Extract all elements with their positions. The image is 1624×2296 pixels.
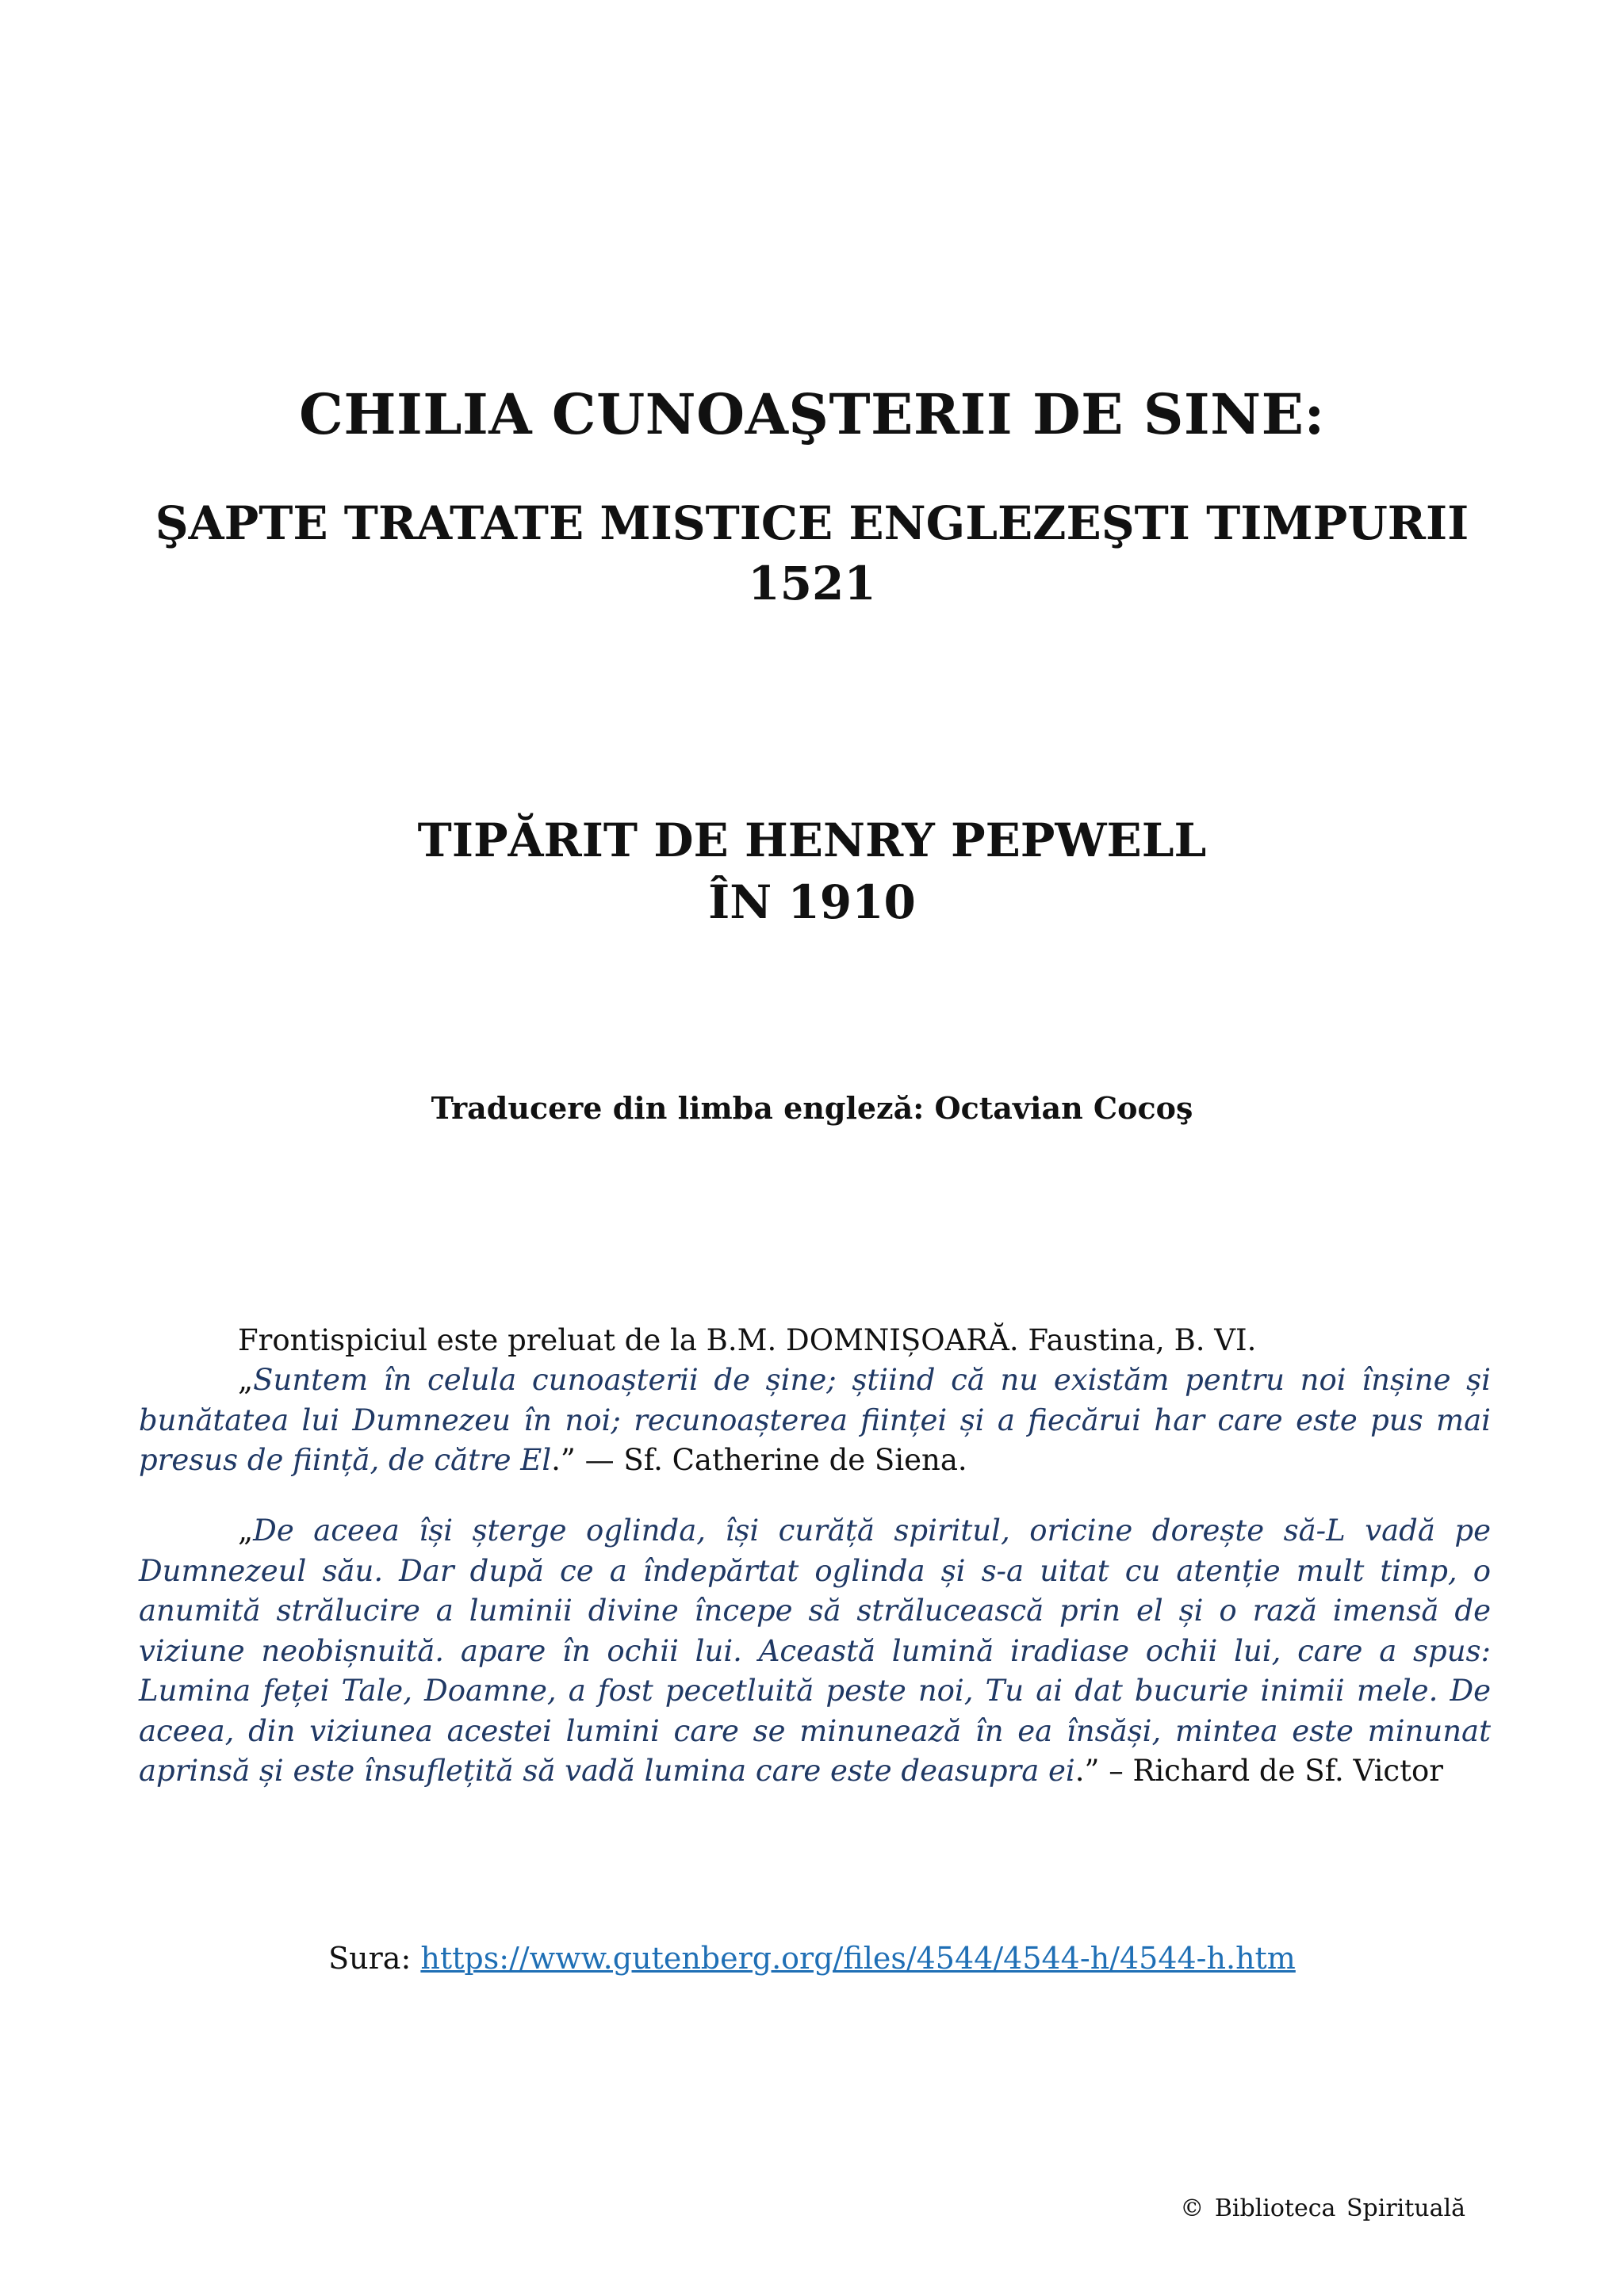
quote-open-mark: „ (238, 1363, 254, 1397)
source-line (0, 1938, 1624, 1979)
translator-credit: Traducere din limba engleză: Octavian Cocoş (431, 1090, 1193, 1126)
quote-attribution: .” – Richard de Sf. Victor (1074, 1754, 1443, 1788)
printed-year-line: ÎN 1910 (708, 875, 916, 929)
quote-open-mark: „ (238, 1513, 254, 1548)
document-title: CHILIA CUNOAŞTERII DE SINE: (299, 381, 1325, 447)
copyright-notice: © Biblioteca Spirituală (1180, 2195, 1465, 2222)
quote-attribution: .” — Sf. Catherine de Siena. (551, 1443, 967, 1477)
quote-text: De aceea își șterge oglinda, își curăță spiritul, oricine dorește să-L vadă pe Dumnezeul său. Dar după ce a îndepărtat oglinda și s-a uitat cu atenție mult timp, o anumită strălucire a luminii divine începe să strălucească prin el și o rază imensă de viziune neobișnuită. apare în ochii lui. Această lumină iradiase ochii lui, care a spus: Lumina feței Tale, Doamne, a fost pecetluită peste noi, Tu ai dat bucurie inimii mele. De aceea, din viziunea acestei lumini care se minunează în ea însăși, mintea este minunat aprinsă și este însuflețită să vadă lumina care este deasupra ei (139, 1513, 1491, 1788)
frontispiece-note: Frontispiciul este preluat de la B.M. DOMNIȘOARĂ. Faustina, B. VI. (238, 1323, 1257, 1357)
source-link[interactable]: https://www.gutenberg.org/files/4544/4544-h/4544-h.htm (420, 1941, 1296, 1976)
quote-text: Suntem în celula cunoașterii de șine; știind că nu existăm pentru noi înșine și bunătatea lui Dumnezeu în noi; recunoașterea ființei și a fiecărui har care este pus mai presus de ființă, de către El (139, 1363, 1491, 1477)
quote-catherine (139, 1360, 1491, 1481)
document-subtitle: ŞAPTE TRATATE MISTICE ENGLEZEŞTI TIMPURII (155, 496, 1469, 550)
printed-by-line: TIPĂRIT DE HENRY PEPWELL (417, 813, 1207, 867)
source-label: Sura: (328, 1941, 421, 1976)
quote-richard (139, 1511, 1491, 1792)
document-year: 1521 (748, 557, 876, 610)
